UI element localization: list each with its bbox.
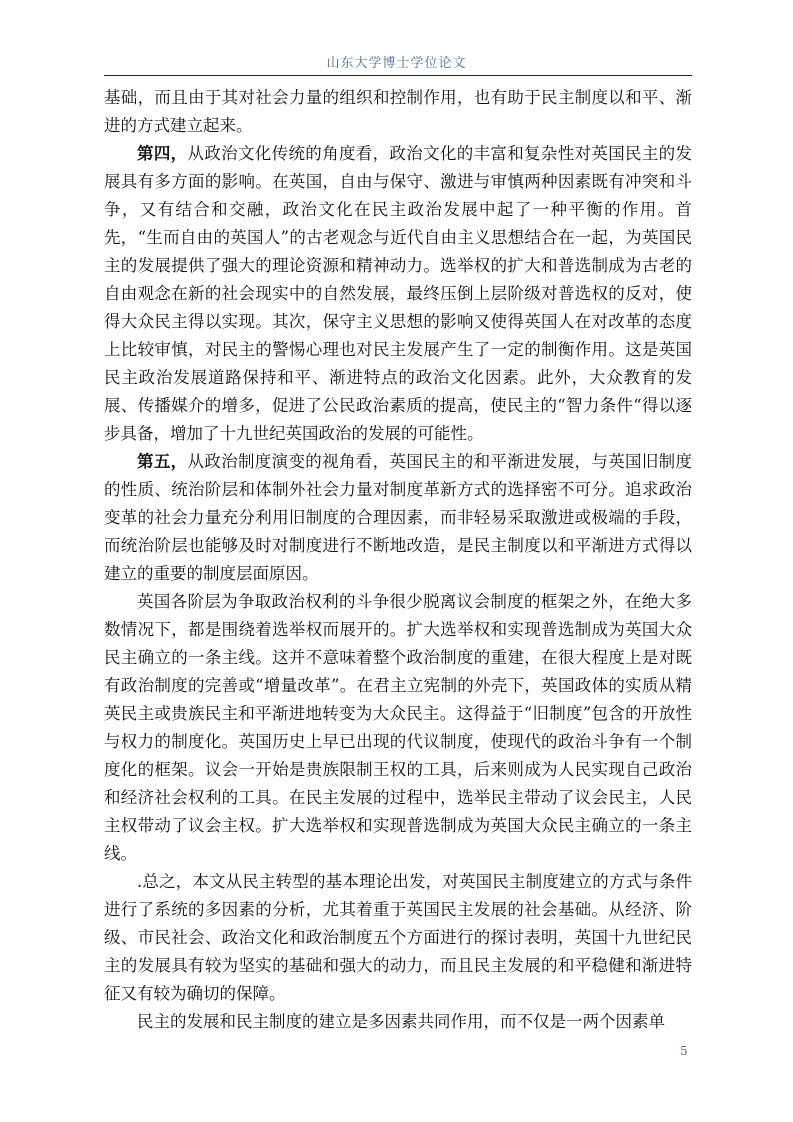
paragraph-fourth [104,140,692,448]
paragraph-text: 基础，而且由于其对社会力量的组织和控制作用，也有助于民主制度以和平、渐进的方式建立起来。 [104,88,692,135]
paragraph-continuation [104,84,692,140]
paragraph-institutions [104,588,692,868]
paragraph-fifth [104,448,692,588]
paragraph-summary [104,868,692,1008]
paragraph-lead: 第五， [137,452,188,471]
paragraph-text: 从政治文化传统的角度看，政治文化的丰富和复杂性对英国民主的发展具有多方面的影响。在英国，自由与保守、激进与审慎两种因素既有冲突和斗争，又有结合和交融，政治文化在民主政治发展中起了一种平衡的作用。首先，“生而自由的英国人”的古老观念与近代自由主义思想结合在一起，为英国民主的发展提供了强大的理论资源和精神动力。选举权的扩大和普选制成为古老的自由观念在新的社会现实中的自然发展，最终压倒上层阶级对普选权的反对，使得大众民主得以实现。其次，保守主义思想的影响又使得英国人在对改革的态度上比较审慎，对民主的警惕心理也对民主发展产生了一定的制衡作用。这是英国民主政治发展道路保持和平、渐进特点的政治文化因素。此外，大众教育的发展、传播媒介的增多，促进了公民政治素质的提高，使民主的“智力条件“得以逐步具备，增加了十九世纪英国政治的发展的可能性。 [104,144,692,443]
paragraph-text: 从政治制度演变的视角看，英国民主的和平渐进发展，与英国旧制度的性质、统治阶层和体制外社会力量对制度革新方式的选择密不可分。追求政治变革的社会力量充分利用旧制度的合理因素，而非轻易采取激进或极端的手段，而统治阶层也能够及时对制度进行不断地改造，是民主制度以和平渐进方式得以建立的重要的制度层面原因。 [104,452,692,583]
page-body [104,84,692,1036]
paragraph-text: 英国各阶层为争取政治权利的斗争很少脱离议会制度的框架之外，在绝大多数情况下，都是围绕着选举权而展开的。扩大选举权和实现普选制成为英国大众民主确立的一条主线。这并不意味着整个政治制度的重建，在很大程度上是对既有政治制度的完善或“增量改革”。在君主立宪制的外壳下，英国政体的实质从精英民主或贵族民主和平渐进地转变为大众民主。这得益于“旧制度”包含的开放性与权力的制度化。英国历史上早已出现的代议制度，使现代的政治斗争有一个制度化的框架。议会一开始是贵族限制王权的工具，后来则成为人民实现自己政治和经济社会权利的工具。在民主发展的过程中，选举民主带动了议会民主，人民主权带动了议会主权。扩大选举权和实现普选制成为英国大众民主确立的一条主线。 [104,592,692,863]
paragraph-text: 民主的发展和民主制度的建立是多因素共同作用，而不仅是一两个因素单 [137,1012,665,1031]
header-divider [104,75,692,76]
running-header: 山东大学博士学位论文 [326,56,467,71]
paragraph-lead: 第四， [137,144,188,163]
paragraph-text: .总之，本文从民主转型的基本理论出发，对英国民主制度建立的方式与条件进行了系统的多因素的分析，尤其着重于英国民主发展的社会基础。从经济、阶级、市民社会、政治文化和政治制度五个方面进行的探讨表明，英国十九世纪民主的发展具有较为坚实的基础和强大的动力，而且民主发展的和平稳健和渐进特征又有较为确切的保障。 [104,872,692,1003]
page-number: 5 [680,1044,688,1058]
paragraph-final [104,1008,692,1036]
